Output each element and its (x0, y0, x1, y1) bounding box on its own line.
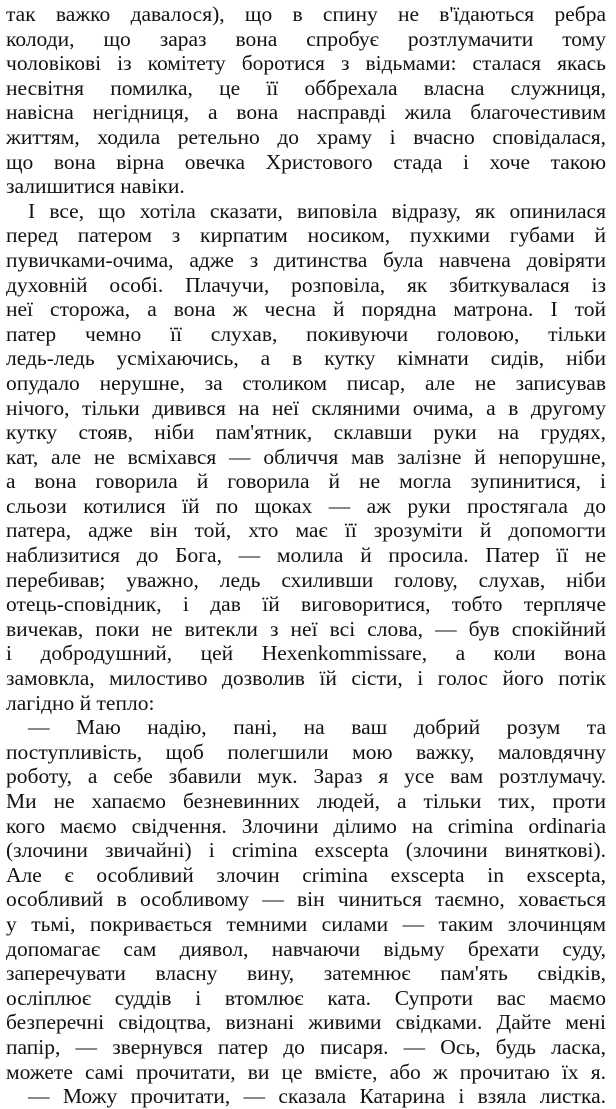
text-line: безперечні свідоцтва, визнані живими свідками. Дайте мені (6, 1010, 606, 1035)
page-body-text (6, 2, 606, 1109)
text-line: отець-сповідник, і дав їй виговоритися, тобто терпляче (6, 592, 606, 617)
text-line: пувичками-очима, адже з дитинства була навчена довіряти (6, 247, 606, 272)
text-line: колоди, що зараз вона спробує розтлумачити тому (6, 26, 606, 51)
text-line: (злочини звичайні) і crimina exscepta (злочини виняткові). (6, 838, 606, 863)
text-line: лагідно й тепло: (6, 690, 155, 715)
text-line: навісна негідниця, а вона насправді жила благочестивим (6, 100, 606, 125)
text-line: патера, адже він той, хто має її зрозуміти й допомогти (6, 518, 606, 543)
text-line: сльози котилися їй по щоках — аж руки простягала до (6, 493, 606, 518)
text-line: чоловікові із комітету боротися з відьмами: сталася якась (6, 51, 606, 76)
text-line: залишитися навіки. (6, 174, 185, 199)
text-line: вичекав, поки не витекли з неї всі слова, — був спокійний (6, 616, 606, 641)
text-line: Ми не хапаємо безневинних людей, а тільки тих, проти (6, 789, 606, 813)
text-line: — Можу прочитати, — сказала Катарина і взяла листка. (28, 1084, 606, 1109)
text-line: нічого, тільки дивився на неї скляними очима, а в другому (6, 395, 606, 420)
text-line: так важко давалося), що в спину не в'їдаються ребра (6, 2, 606, 26)
text-line: кого маємо свідчення. Злочини ділимо на crimina ordinaria (6, 813, 606, 838)
text-line: що вона вірна овечка Христового стада і хоче такою (6, 149, 606, 174)
text-line: патер чемно її слухав, покивуючи головою, тільки (6, 321, 606, 346)
text-line: кат, але не всміхався — обличчя мав залізне й непорушне, (6, 444, 606, 469)
text-line: роботу, а себе збавили мук. Зараз я усе вам розтлумачу. (6, 764, 606, 789)
text-line: особливий в особливому — він чиниться таємно, ховається (6, 887, 606, 912)
text-line: духовній особі. Плачучи, розповіла, як збиткувалася із (6, 272, 606, 297)
text-line: можете самі прочитати, ви це вмієте, або ж прочитаю їх я. (6, 1059, 606, 1084)
text-line: осліплює суддів і втомлює ката. Супроти вас маємо (6, 985, 606, 1010)
text-line: — Маю надію, пані, на ваш добрий розум та (28, 715, 606, 740)
text-line: замовкла, милостиво дозволив їй сісти, і голос його потік (6, 666, 606, 691)
text-line: кутку стояв, ніби пам'ятник, склавши руки на грудях, (6, 420, 606, 445)
text-line: несвітня помилка, це її оббрехала власна служниця, (6, 75, 606, 100)
text-line: І все, що хотіла сказати, виповіла відразу, як опинилася (28, 198, 606, 223)
text-line: у тьмі, покривається темними силами — таким злочинцям (6, 911, 606, 936)
text-line: неї сторожа, а вона ж чесна й порядна матрона. І той (6, 297, 606, 322)
text-line: наблизитися до Бога, — молила й просила. Патер її не (6, 543, 606, 568)
text-line: і добродушний, цей Hexenkommissare, а коли вона (6, 641, 606, 666)
text-line: опудало нерушне, за столиком писар, але не записував (6, 370, 606, 395)
text-line: ледь-ледь усміхаючись, а в кутку кімнати сидів, ніби (6, 346, 606, 371)
text-line: перед патером з кирпатим носиком, пухкими губами й (6, 223, 606, 248)
text-line: допомагає сам диявол, навчаючи відьму брехати суду, (6, 936, 606, 961)
text-line: життям, ходила ретельно до храму і вчасно сповідалася, (6, 124, 606, 149)
text-line: папір, — звернувся патер до писаря. — Ось, будь ласка, (6, 1034, 606, 1059)
text-line: поступливість, щоб полегшили мою важку, маловдячну (6, 739, 606, 764)
text-line: а вона говорила й говорила й не могла зупинитися, і (6, 469, 606, 494)
text-line: заперечувати власну вину, затемнює пам'ять свідків, (6, 961, 606, 986)
text-line: Але є особливий злочин crimina exscepta in exscepta, (6, 862, 606, 887)
text-line: перебивав; уважно, ледь схиливши голову, слухав, ніби (6, 567, 606, 592)
